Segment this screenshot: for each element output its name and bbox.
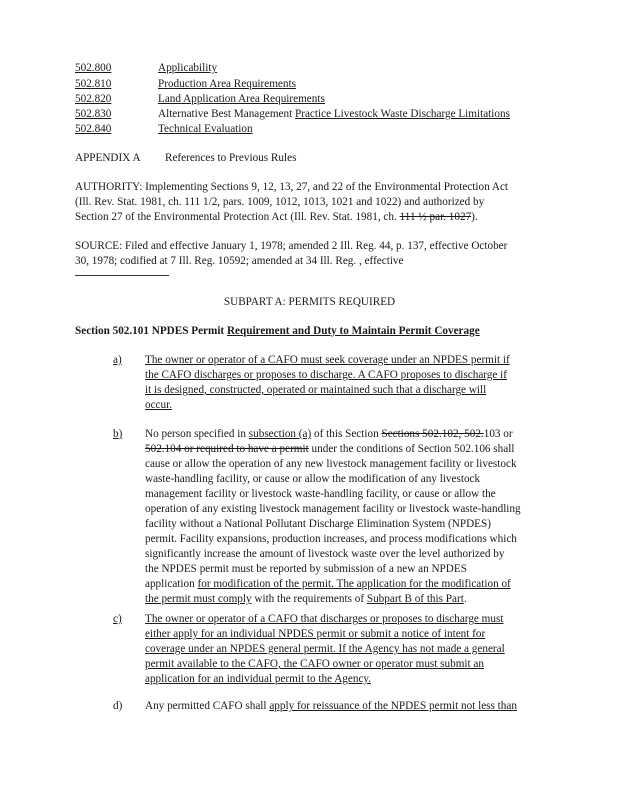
toc-num: 502.800 xyxy=(75,62,112,74)
authority-line: (Ill. Rev. Stat. 1981, ch. 111 1/2, pars. 1009, 1012, 1013, 1021 and 1022) and authorized by xyxy=(75,196,485,208)
para-c-label: c) xyxy=(113,613,122,625)
source-line: 30, 1978; codified at 7 Ill. Reg. 10592; amended at 34 Ill. Reg. , effective xyxy=(75,255,404,267)
para-b-line: the NPDES permit must be reported by submission of a new an NPDES xyxy=(145,563,467,575)
para-a-label: a) xyxy=(113,354,122,366)
source-line: SOURCE: Filed and effective January 1, 1978; amended 2 Ill. Reg. 44, p. 137, effective October xyxy=(75,240,508,252)
para-a-line: The owner or operator of a CAFO must seek coverage under an NPDES permit if xyxy=(145,354,510,366)
para-a-line: it is designed, constructed, operated or maintained such that a discharge will xyxy=(145,384,487,396)
toc-num: 502.840 xyxy=(75,123,112,135)
section-heading: Section 502.101 NPDES Permit Requirement and Duty to Maintain Permit Coverage xyxy=(75,325,480,337)
para-c-line: coverage under an NPDES general permit. If the Agency has not made a general xyxy=(145,643,505,655)
authority-line: Section 27 of the Environmental Protection Act (Ill. Rev. Stat. 1981, ch. 111 ½ par. 1027). xyxy=(75,211,478,223)
para-b-line: the permit must comply with the requirements of Subpart B of this Part. xyxy=(145,593,467,605)
para-b-line: waste-handling facility, or cause or allow the modification of any livestock xyxy=(145,473,481,485)
para-b-label: b) xyxy=(113,428,123,440)
para-b-line: application for modification of the permit. The application for the modification of xyxy=(145,578,511,590)
para-a-line: occur. xyxy=(145,399,173,411)
toc-title: Production Area Requirements xyxy=(158,78,296,90)
para-b-line: permit. Facility expansions, production increases, and process modifications which xyxy=(145,533,517,545)
para-b-line: 502.104 or required to have a permit under the conditions of Section 502.106 shall xyxy=(145,443,515,455)
para-b-line: facility without a National Pollutant Discharge Elimination System (NPDES) xyxy=(145,518,491,530)
para-b-line: cause or allow the operation of any new livestock management facility or livestock xyxy=(145,458,517,470)
para-d-line: Any permitted CAFO shall apply for reissuance of the NPDES permit not less than xyxy=(145,700,517,712)
toc-title: Applicability xyxy=(158,62,218,74)
para-c-line: either apply for an individual NPDES permit or submit a notice of intent for xyxy=(145,628,486,640)
para-b-line: operation of any existing livestock management facility or livestock waste-handling xyxy=(145,503,521,515)
para-b-line: management facility or livestock waste-handling facility, or cause or allow the xyxy=(145,488,496,500)
subpart-title: SUBPART A: PERMITS REQUIRED xyxy=(223,296,396,308)
para-c-line: permit available to the CAFO, the CAFO owner or operator must submit an xyxy=(145,658,484,670)
para-d-label: d) xyxy=(113,700,123,712)
authority-line: AUTHORITY: Implementing Sections 9, 12, 13, 27, and 22 of the Environmental Protection Act xyxy=(75,181,509,193)
appendix-label: APPENDIX A xyxy=(75,152,141,164)
blank-underline xyxy=(75,275,169,276)
para-b-line: No person specified in subsection (a) of this Section Sections 502.102, 502.103 or xyxy=(145,428,513,440)
toc-title: Land Application Area Requirements xyxy=(158,93,325,105)
toc-num: 502.810 xyxy=(75,78,112,90)
para-c-line: application for an individual permit to the Agency. xyxy=(145,673,372,685)
appendix-title: References to Previous Rules xyxy=(165,152,297,164)
toc-num: 502.830 xyxy=(75,108,112,120)
para-b-line: significantly increase the amount of livestock waste over the level authorized by xyxy=(145,548,505,560)
para-c-line: The owner or operator of a CAFO that discharges or proposes to discharge must xyxy=(145,613,504,625)
toc-title: Alternative Best Management Practice Livestock Waste Discharge Limitations xyxy=(158,108,510,120)
toc-num: 502.820 xyxy=(75,93,112,105)
para-a-line: the CAFO discharges or proposes to discharge. A CAFO proposes to discharge if xyxy=(145,369,508,381)
toc-title: Technical Evaluation xyxy=(158,123,253,135)
